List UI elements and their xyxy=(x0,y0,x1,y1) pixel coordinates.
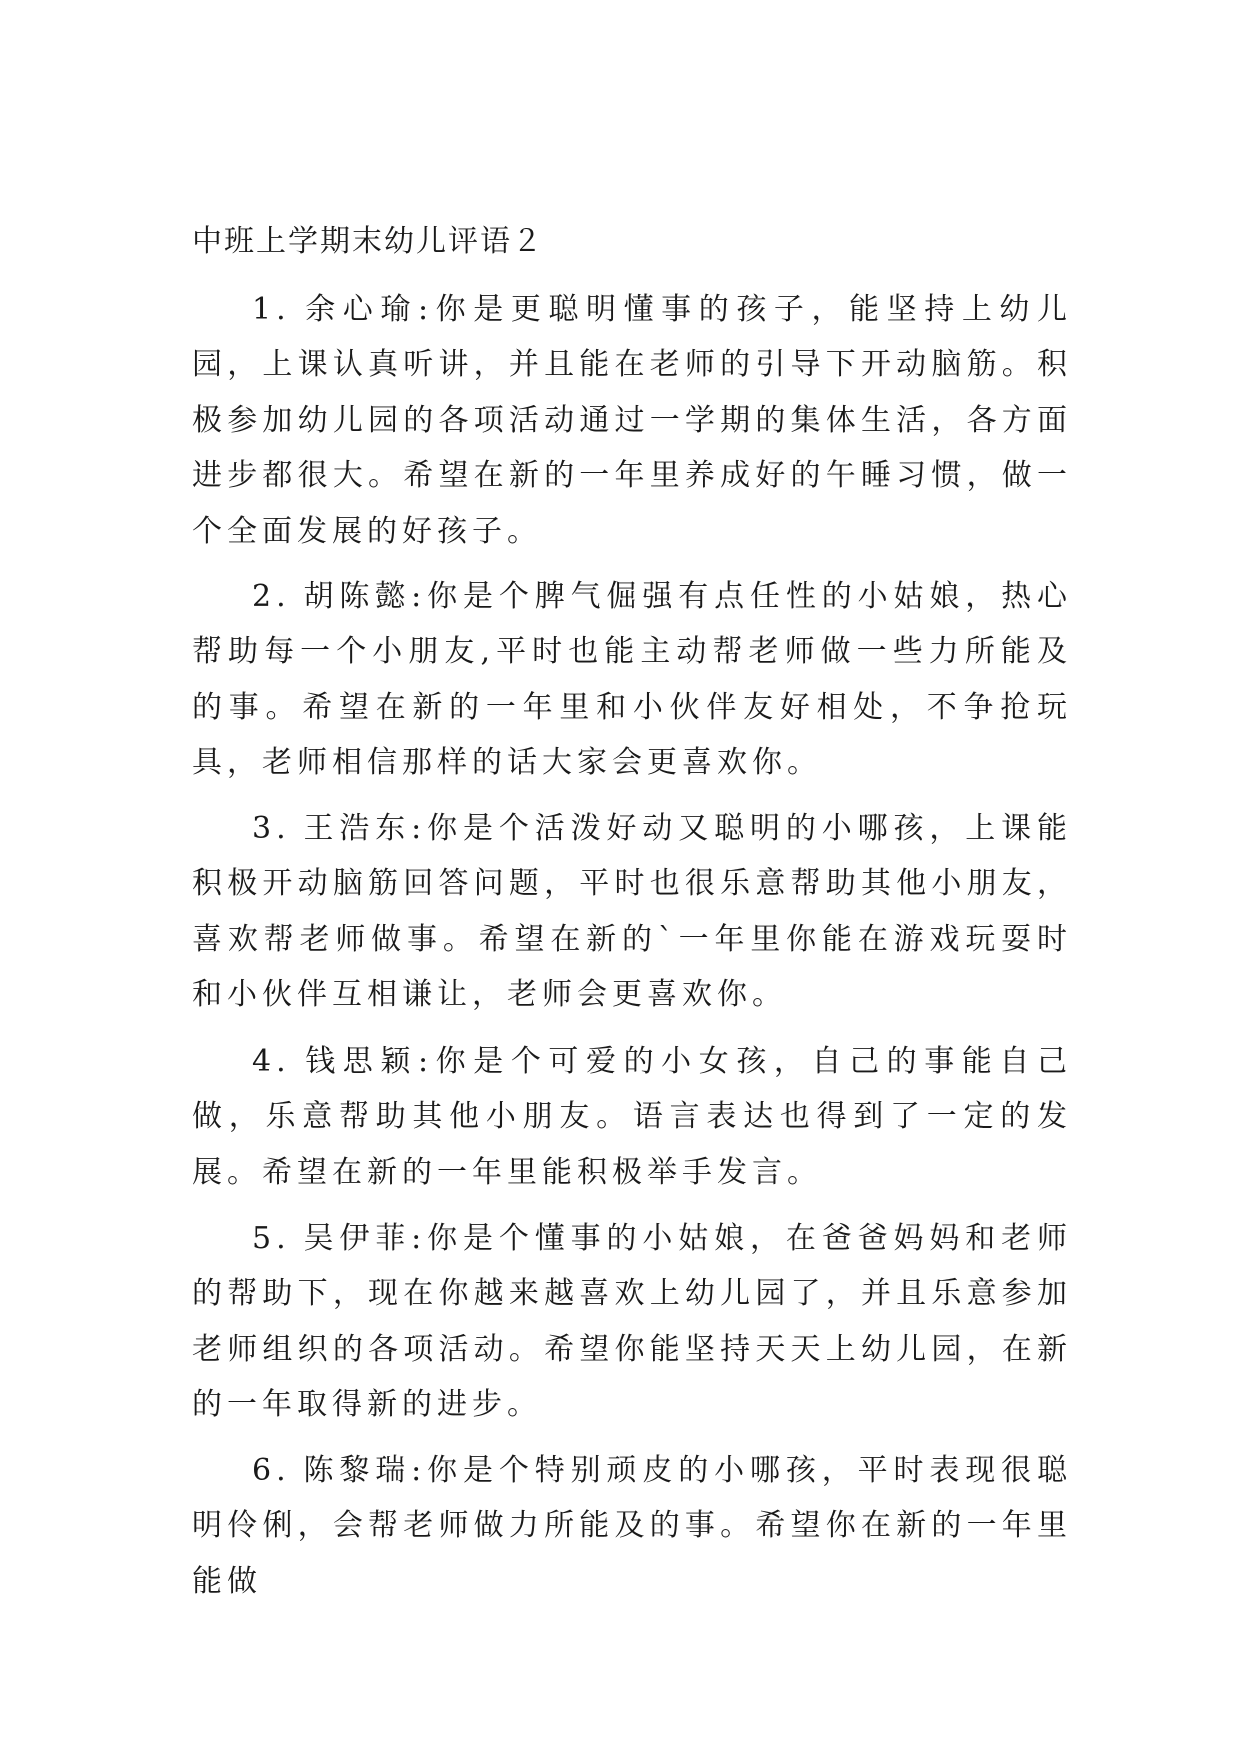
child-name: 吴伊菲: xyxy=(302,1221,427,1256)
child-name: 钱思颖: xyxy=(302,1044,434,1079)
item-number: 1. xyxy=(252,292,291,327)
comment-paragraph-6 xyxy=(192,1443,1072,1609)
comment-text: 你是个脾气倔强有点任性的小姑娘，热心帮助每一个小朋友,平时也能主动帮老师做一些力所能及的事。希望在新的一年里和小伙伴友好相处，不争抢玩具，老师相信那样的话大家会更喜欢你。 xyxy=(192,579,1073,781)
comment-paragraph-1 xyxy=(192,282,1072,559)
comment-paragraph-2 xyxy=(192,569,1072,791)
comment-paragraph-5 xyxy=(192,1211,1072,1433)
item-number: 5. xyxy=(252,1221,291,1256)
document-title: 中班上学期末幼儿评语２ xyxy=(192,224,544,259)
comment-text: 你是个懂事的小姑娘，在爸爸妈妈和老师的帮助下，现在你越来越喜欢上幼儿园了，并且乐意参加老师组织的各项活动。希望你能坚持天天上幼儿园，在新的一年取得新的进步。 xyxy=(192,1221,1073,1423)
comment-text: 你是个可爱的小女孩，自己的事能自己做，乐意帮助其他小朋友。语言表达也得到了一定的发展。希望在新的一年里能积极举手发言。 xyxy=(192,1044,1073,1190)
item-number: 3. xyxy=(252,811,291,846)
child-name: 余心瑜: xyxy=(302,292,434,327)
item-number: 6. xyxy=(252,1453,291,1488)
comment-text: 你是更聪明懂事的孩子，能坚持上幼儿园，上课认真听讲，并且能在老师的引导下开动脑筋。积极参加幼儿园的各项活动通过一学期的集体生活，各方面进步都很大。希望在新的一年里养成好的午睡习惯，做一个全面发展的好孩子。 xyxy=(192,292,1073,549)
comment-text: 你是个特别顽皮的小哪孩，平时表现很聪明伶俐，会帮老师做力所能及的事。希望你在新的一年里能做 xyxy=(192,1453,1073,1599)
comment-paragraph-3 xyxy=(192,801,1072,1023)
child-name: 王浩东: xyxy=(302,811,427,846)
child-name: 胡陈懿: xyxy=(302,579,427,614)
child-name: 陈黎瑞: xyxy=(302,1453,427,1488)
comment-paragraph-4 xyxy=(192,1034,1072,1200)
item-number: 2. xyxy=(252,579,291,614)
comment-text: 你是个活泼好动又聪明的小哪孩，上课能积极开动脑筋回答问题，平时也很乐意帮助其他小朋友，喜欢帮老师做事。希望在新的`一年里你能在游戏玩耍时和小伙伴互相谦让，老师会更喜欢你。 xyxy=(192,811,1073,1013)
item-number: 4. xyxy=(252,1044,291,1079)
